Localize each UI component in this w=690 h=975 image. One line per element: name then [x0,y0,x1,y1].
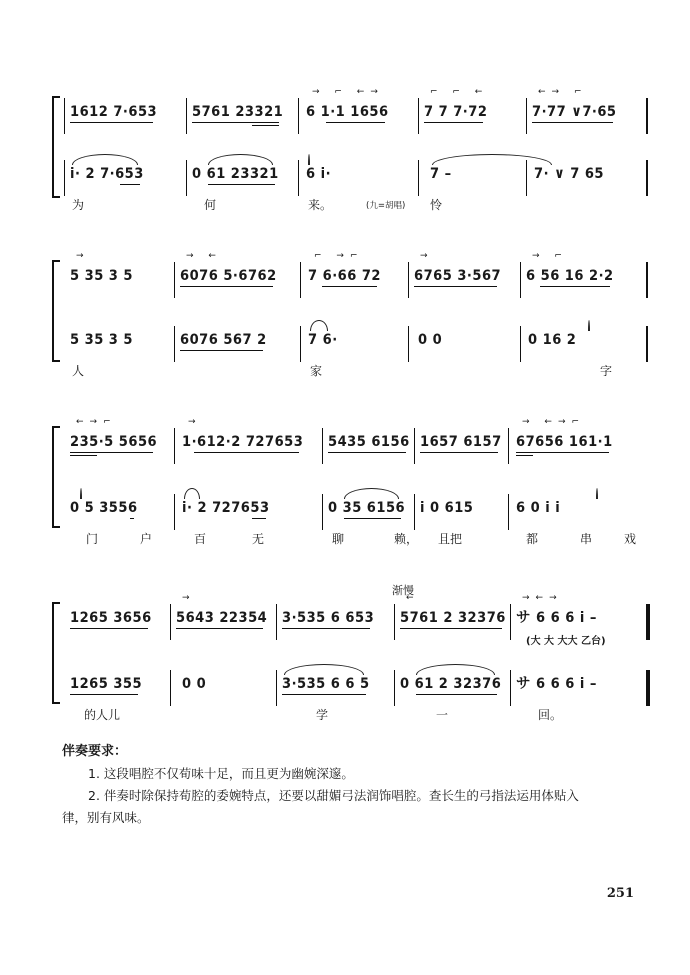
lyric: 家 [310,364,323,378]
lyrics-line [64,530,648,548]
barline [408,326,409,362]
measure: → 5 35 3 5 [70,251,133,284]
measure: 0 61 23321 [192,162,279,194]
barline [276,670,277,706]
measure: 3·535 6 653 [282,606,374,638]
barline [298,160,299,196]
lyric: 来。 [308,198,333,212]
measure: → 5643 22354 [176,606,267,638]
measure: 6 0 i i [516,496,560,528]
barline [64,160,65,196]
barline [408,262,409,298]
barline [170,670,171,706]
barline [520,262,521,298]
barline [276,604,277,640]
measure: → ← 6076 5·6762 [180,264,277,296]
measure: 5761 23321 [192,100,283,132]
lyric: 赖， [394,532,419,546]
lyric: 且把 [438,532,463,546]
barline [170,604,171,640]
barline [174,262,175,298]
lyric: 无 [252,532,265,546]
measure: →←→ サ 6 6 6 i – [516,593,597,626]
system-bracket [52,96,60,198]
lyric: 为 [72,198,85,212]
lyric-annotation: (九=胡唱) [366,201,406,211]
tempo-marking: 渐慢 [392,584,414,597]
measure: ←→⌐ 235·5 5656 [70,430,157,462]
measure: サ 6 6 6 i – [516,676,597,692]
barline [520,326,521,362]
accompaniment-staff [64,496,648,528]
barline [298,98,299,134]
barline [186,98,187,134]
measure: 0 35 6156 [328,496,405,528]
measure: 1612 7·653 [70,100,157,132]
barline [508,428,509,464]
measure: i 0 615 [420,500,474,516]
lyric: 百 [194,532,207,546]
measure: → ←→⌐ 67656 161·1 [516,430,613,462]
measure: 7· ∨ 7 65 [534,166,604,182]
measure: 0 0 [182,676,207,692]
measure: 0 5 3556 [70,496,138,528]
melody-staff [64,87,648,132]
lyric: 回。 [538,708,563,722]
lyric: 户 [140,532,153,546]
measure: 6076 567 2 [180,328,267,360]
barline [300,326,301,362]
lyric: 都 [526,532,539,546]
measure: ←→ ⌐ 7·77 ∨7·65 [532,100,617,132]
measure: → 1·612·2 727653 [182,430,303,462]
barline [646,160,648,196]
barline [300,262,301,298]
lyric: 戏 [624,532,637,546]
barline [646,262,648,298]
measure: 1265 3656 [70,606,152,638]
system-bracket [52,260,60,362]
system-bracket [52,602,60,704]
melody-staff [64,251,648,296]
measure: i· 2 727653 [182,496,270,528]
lyric: 聊 [332,532,345,546]
measure: 0 61 2 32376 [400,672,501,704]
barline [414,428,415,464]
accompaniment-staff [64,328,648,360]
measure: 1265 355 [70,672,142,704]
measure: ⌐ →⌐ 7 6·66 72 [308,264,381,296]
measure: 6 i· [306,162,331,194]
melody-staff [64,417,648,462]
notes-item: 2. 伴奏时除保持荀腔的委婉特点，还要以甜媚弓法润饰唱腔。查长生的弓指法运用体贴入 [88,788,579,803]
measure: 3·535 6 6 5 [282,672,370,704]
final-barline [646,604,650,640]
measure: 5 35 3 5 [70,332,133,348]
barline [394,604,395,640]
notes-title: 伴奏要求： [62,744,128,759]
accompaniment-staff [64,672,648,704]
barline [322,494,323,530]
measure: ⌐ ⌐ ← 7 7 7·72 [424,100,487,132]
barline [174,428,175,464]
measure: 0 0 [418,332,443,348]
barline [510,670,511,706]
barline [174,326,175,362]
barline [418,98,419,134]
barline [394,670,395,706]
accompaniment-notes [62,740,652,829]
barline [414,494,415,530]
barline [418,160,419,196]
lyrics-line [64,706,648,724]
measure: → 6765 3·567 [414,264,501,296]
barline [186,160,187,196]
lyric: 何 [204,198,217,212]
measure: 5435 6156 [328,430,410,462]
lyric: 怜 [430,198,443,212]
lyric: 一 [436,708,449,722]
measure: 7 – [430,162,452,194]
percussion-cue: (大 大 大大 乙台) [526,636,606,647]
barline [510,604,511,640]
barline [526,98,527,134]
page-number: 251 [606,886,634,901]
barline [646,98,648,134]
measure: i· 2 7·653 [70,162,144,194]
measure: 0 16 2 [528,328,576,360]
lyric: 人 [72,364,85,378]
barline [508,494,509,530]
barline [526,160,527,196]
measure: → ⌐ ←→ 6 1·1 1656 [306,100,389,132]
lyrics-line [64,196,648,214]
lyric: 门 [86,532,99,546]
measure: 7 6· [308,328,338,360]
measure: 1657 6157 [420,430,502,462]
measure: ← 5761 2 32376 [400,606,506,638]
lyric: 学 [316,708,329,722]
lyric: 字 [600,364,613,378]
measure: → ⌐ 6 56 16 2·2 [526,264,614,296]
final-barline [646,670,650,706]
lyric: 的人儿 [84,708,121,722]
barline [646,326,648,362]
barline [322,428,323,464]
lyrics-line [64,362,648,380]
accompaniment-staff [64,162,648,194]
barline [174,494,175,530]
notes-item: 律，别有风味。 [62,810,150,825]
notes-item: 1. 这段唱腔不仅荀味十足，而且更为幽婉深邃。 [88,766,354,781]
system-bracket [52,426,60,528]
lyric: 串 [580,532,593,546]
barline [64,98,65,134]
